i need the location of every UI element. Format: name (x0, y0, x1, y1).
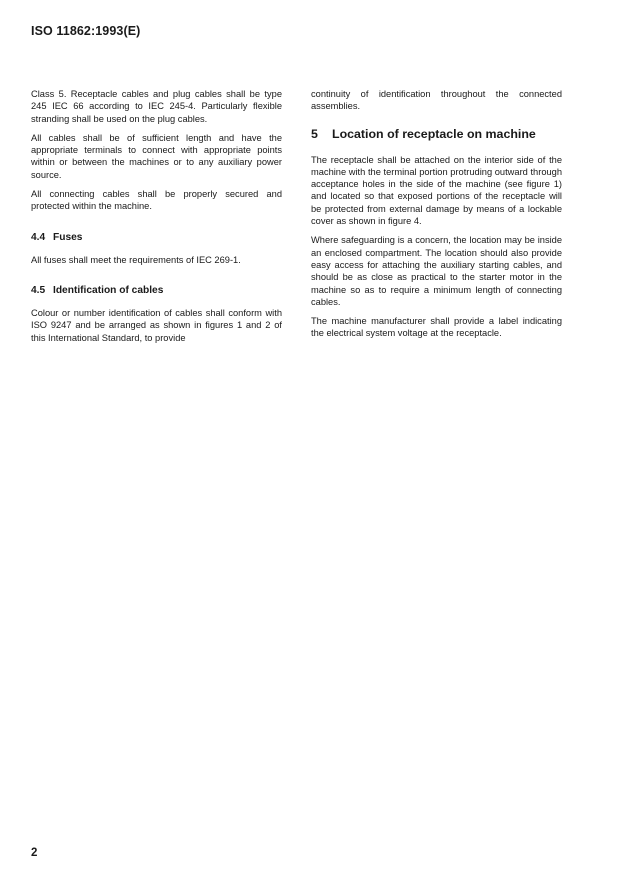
paragraph: All connecting cables shall be properly secured and protected within the machine. (31, 189, 282, 212)
page-number: 2 (31, 847, 38, 859)
section-title: Fuses (53, 231, 83, 243)
paragraph: Colour or number identification of cables shall conform with ISO 9247 and be arranged as shown in figures 1 and 2 of this International Standard, to provide (31, 307, 282, 343)
section-title: Identification of cables (53, 284, 164, 296)
paragraph: The receptacle shall be attached on the interior side of the machine with the terminal portion protruding outward through acceptance holes in the side of the machine (see figure 1) and located so that exposed portions of the receptacle will be protected from external damage by means of a lockable cover as shown in figure 4. (311, 154, 562, 227)
paragraph: Class 5. Receptacle cables and plug cables shall be type 245 IEC 66 according to IEC 245-4. Particularly flexible stranding shall be used on the plug cables. (31, 89, 282, 124)
paragraph: All fuses shall meet the requirements of IEC 269-1. (31, 254, 241, 265)
section-heading-5 (311, 127, 562, 142)
right-column (311, 88, 562, 347)
section-title: Location of receptacle on machine (332, 126, 536, 141)
paragraph: continuity of identification throughout the connected assemblies. (311, 89, 562, 112)
paragraph: Where safeguarding is a concern, the location may be inside an enclosed compartment. The location should also provide easy access for attaching the auxiliary starting cables, and should be as close as practical to the starter motor in the machine so as to require a minimum length of connecting cables. (311, 235, 562, 307)
section-number: 5 (311, 126, 318, 141)
section-heading-4-5 (31, 284, 282, 297)
section-number: 4.4 (31, 231, 46, 243)
section-heading-4-4 (31, 231, 282, 244)
left-column (31, 88, 282, 351)
section-number: 4.5 (31, 284, 46, 296)
paragraph: The machine manufacturer shall provide a label indicating the electrical system voltage at the receptacle. (311, 316, 562, 339)
document-header: ISO 11862:1993(E) (31, 24, 141, 38)
paragraph: All cables shall be of sufficient length and have the appropriate terminals to connect with appropriate points within or between the machines or to any auxiliary power source. (31, 132, 282, 180)
